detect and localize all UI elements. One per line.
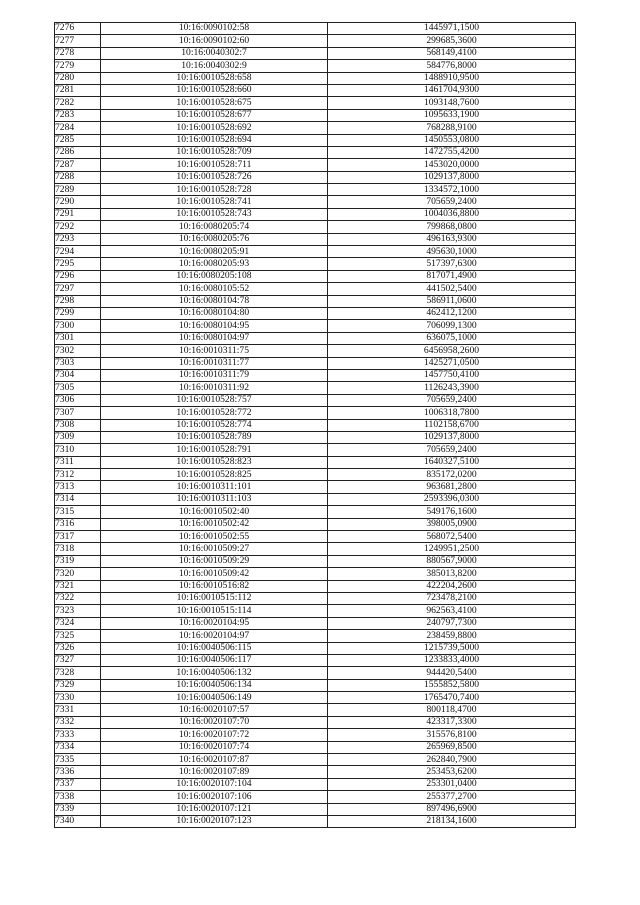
value-cell: 240797,7300	[328, 617, 576, 629]
value-cell: 706099,1300	[328, 320, 576, 332]
row-number-cell: 7322	[55, 592, 101, 604]
table-row	[55, 97, 576, 109]
table-row	[55, 617, 576, 629]
value-cell: 817071,4900	[328, 270, 576, 282]
cadastral-number-cell: 10:16:0010528:726	[101, 171, 328, 183]
row-number-cell: 7333	[55, 729, 101, 741]
table-row	[55, 816, 576, 828]
row-number-cell: 7310	[55, 444, 101, 456]
table-row	[55, 134, 576, 146]
table-row	[55, 741, 576, 753]
row-number-cell: 7321	[55, 580, 101, 592]
value-cell: 1029137,8000	[328, 171, 576, 183]
table-row	[55, 704, 576, 716]
value-cell: 218134,1600	[328, 816, 576, 828]
table-row	[55, 208, 576, 220]
row-number-cell: 7298	[55, 295, 101, 307]
cadastral-number-cell: 10:16:0020107:89	[101, 766, 328, 778]
cadastral-number-cell: 10:16:0040302:9	[101, 60, 328, 72]
value-cell: 1425271,0500	[328, 357, 576, 369]
value-cell: 799868,0800	[328, 221, 576, 233]
cadastral-number-cell: 10:16:0010528:825	[101, 469, 328, 481]
cadastral-number-cell: 10:16:0080205:91	[101, 246, 328, 258]
value-cell: 586911,0600	[328, 295, 576, 307]
table-row	[55, 295, 576, 307]
value-cell: 962563,4100	[328, 605, 576, 617]
table-row	[55, 729, 576, 741]
row-number-cell: 7287	[55, 159, 101, 171]
cadastral-number-cell: 10:16:0010516:82	[101, 580, 328, 592]
cadastral-number-cell: 10:16:0040506:132	[101, 667, 328, 679]
row-number-cell: 7319	[55, 555, 101, 567]
row-number-cell: 7339	[55, 803, 101, 815]
value-cell: 1093148,7600	[328, 97, 576, 109]
row-number-cell: 7285	[55, 134, 101, 146]
row-number-cell: 7312	[55, 469, 101, 481]
value-cell: 1006318,7800	[328, 407, 576, 419]
cadastral-number-cell: 10:16:0010502:40	[101, 506, 328, 518]
cadastral-number-cell: 10:16:0010311:79	[101, 369, 328, 381]
value-cell: 441502,5400	[328, 283, 576, 295]
cadastral-number-cell: 10:16:0010528:791	[101, 444, 328, 456]
table-row	[55, 419, 576, 431]
row-number-cell: 7326	[55, 642, 101, 654]
cadastral-number-cell: 10:16:0020107:57	[101, 704, 328, 716]
table-row	[55, 258, 576, 270]
table-row	[55, 692, 576, 704]
cadastral-number-cell: 10:16:0010311:75	[101, 345, 328, 357]
cadastral-number-cell: 10:16:0020104:97	[101, 630, 328, 642]
cadastral-number-cell: 10:16:0010515:114	[101, 605, 328, 617]
value-cell: 800118,4700	[328, 704, 576, 716]
cadastral-number-cell: 10:16:0010515:112	[101, 592, 328, 604]
cadastral-number-cell: 10:16:0010311:101	[101, 481, 328, 493]
cadastral-number-cell: 10:16:0010528:677	[101, 109, 328, 121]
cadastral-number-cell: 10:16:0010528:772	[101, 407, 328, 419]
table-row	[55, 481, 576, 493]
cadastral-number-cell: 10:16:0010528:692	[101, 122, 328, 134]
cadastral-number-cell: 10:16:0040506:149	[101, 692, 328, 704]
row-number-cell: 7303	[55, 357, 101, 369]
value-cell: 705659,2400	[328, 394, 576, 406]
row-number-cell: 7329	[55, 679, 101, 691]
cadastral-number-cell: 10:16:0010528:711	[101, 159, 328, 171]
row-number-cell: 7309	[55, 431, 101, 443]
value-cell: 1004036,8800	[328, 208, 576, 220]
cadastral-number-cell: 10:16:0010528:823	[101, 456, 328, 468]
row-number-cell: 7297	[55, 283, 101, 295]
value-cell: 255377,2700	[328, 791, 576, 803]
cadastral-number-cell: 10:16:0010502:55	[101, 531, 328, 543]
row-number-cell: 7328	[55, 667, 101, 679]
cadastral-number-cell: 10:16:0080104:80	[101, 307, 328, 319]
table-row	[55, 221, 576, 233]
row-number-cell: 7337	[55, 778, 101, 790]
cadastral-number-cell: 10:16:0080205:76	[101, 233, 328, 245]
value-cell: 238459,8800	[328, 630, 576, 642]
cadastral-number-cell: 10:16:0090102:60	[101, 35, 328, 47]
value-cell: 584776,8000	[328, 60, 576, 72]
value-cell: 636075,1000	[328, 332, 576, 344]
value-cell: 1640327,5100	[328, 456, 576, 468]
row-number-cell: 7315	[55, 506, 101, 518]
table-row	[55, 233, 576, 245]
table-row	[55, 667, 576, 679]
value-cell: 944420,5400	[328, 667, 576, 679]
value-cell: 549176,1600	[328, 506, 576, 518]
table-row	[55, 568, 576, 580]
row-number-cell: 7311	[55, 456, 101, 468]
row-number-cell: 7336	[55, 766, 101, 778]
value-cell: 495630,1000	[328, 246, 576, 258]
cadastral-number-cell: 10:16:0010311:77	[101, 357, 328, 369]
row-number-cell: 7316	[55, 518, 101, 530]
value-cell: 835172,0200	[328, 469, 576, 481]
row-number-cell: 7325	[55, 630, 101, 642]
cadastral-number-cell: 10:16:0010528:709	[101, 146, 328, 158]
row-number-cell: 7292	[55, 221, 101, 233]
cadastral-number-cell: 10:16:0010528:728	[101, 184, 328, 196]
table-row	[55, 345, 576, 357]
table-row	[55, 592, 576, 604]
row-number-cell: 7317	[55, 531, 101, 543]
table-row	[55, 506, 576, 518]
cadastral-number-cell: 10:16:0080105:52	[101, 283, 328, 295]
row-number-cell: 7277	[55, 35, 101, 47]
table-row	[55, 394, 576, 406]
cadastral-number-cell: 10:16:0020107:72	[101, 729, 328, 741]
cadastral-number-cell: 10:16:0010528:757	[101, 394, 328, 406]
cadastral-number-cell: 10:16:0020107:121	[101, 803, 328, 815]
row-number-cell: 7288	[55, 171, 101, 183]
value-cell: 1765470,7400	[328, 692, 576, 704]
cadastral-value-table	[54, 22, 576, 828]
value-cell: 768288,9100	[328, 122, 576, 134]
table-row	[55, 283, 576, 295]
cadastral-number-cell: 10:16:0010311:92	[101, 382, 328, 394]
value-cell: 1457750,4100	[328, 369, 576, 381]
row-number-cell: 7335	[55, 754, 101, 766]
table-row	[55, 369, 576, 381]
table-row	[55, 791, 576, 803]
table-body	[55, 23, 576, 828]
row-number-cell: 7282	[55, 97, 101, 109]
value-cell: 568072,5400	[328, 531, 576, 543]
value-cell: 1461704,9300	[328, 84, 576, 96]
table-row	[55, 531, 576, 543]
row-number-cell: 7314	[55, 493, 101, 505]
row-number-cell: 7278	[55, 47, 101, 59]
cadastral-number-cell: 10:16:0040506:134	[101, 679, 328, 691]
row-number-cell: 7279	[55, 60, 101, 72]
table-row	[55, 431, 576, 443]
table-row	[55, 307, 576, 319]
table-row	[55, 159, 576, 171]
cadastral-number-cell: 10:16:0020107:123	[101, 816, 328, 828]
row-number-cell: 7331	[55, 704, 101, 716]
table-row	[55, 146, 576, 158]
cadastral-number-cell: 10:16:0010528:789	[101, 431, 328, 443]
cadastral-number-cell: 10:16:0040506:115	[101, 642, 328, 654]
row-number-cell: 7323	[55, 605, 101, 617]
table-row	[55, 766, 576, 778]
value-cell: 398005,0900	[328, 518, 576, 530]
cadastral-number-cell: 10:16:0040302:7	[101, 47, 328, 59]
row-number-cell: 7307	[55, 407, 101, 419]
table-row	[55, 803, 576, 815]
cadastral-number-cell: 10:16:0010528:741	[101, 196, 328, 208]
row-number-cell: 7306	[55, 394, 101, 406]
value-cell: 1215739,5000	[328, 642, 576, 654]
value-cell: 705659,2400	[328, 196, 576, 208]
value-cell: 1029137,8000	[328, 431, 576, 443]
table-row	[55, 109, 576, 121]
table-row	[55, 754, 576, 766]
table-row	[55, 320, 576, 332]
value-cell: 963681,2800	[328, 481, 576, 493]
row-number-cell: 7324	[55, 617, 101, 629]
table-row	[55, 196, 576, 208]
value-cell: 299685,3600	[328, 35, 576, 47]
value-cell: 723478,2100	[328, 592, 576, 604]
value-cell: 385013,8200	[328, 568, 576, 580]
table-row	[55, 518, 576, 530]
table-row	[55, 580, 576, 592]
cadastral-number-cell: 10:16:0010528:658	[101, 72, 328, 84]
value-cell: 1472755,4200	[328, 146, 576, 158]
value-cell: 496163,9300	[328, 233, 576, 245]
value-cell: 517397,6300	[328, 258, 576, 270]
table-row	[55, 270, 576, 282]
table-row	[55, 630, 576, 642]
table-row	[55, 679, 576, 691]
value-cell: 253301,0400	[328, 778, 576, 790]
table-row	[55, 654, 576, 666]
row-number-cell: 7304	[55, 369, 101, 381]
value-cell: 1126243,3900	[328, 382, 576, 394]
row-number-cell: 7291	[55, 208, 101, 220]
value-cell: 6456958,2600	[328, 345, 576, 357]
row-number-cell: 7300	[55, 320, 101, 332]
cadastral-number-cell: 10:16:0010528:660	[101, 84, 328, 96]
table-row	[55, 555, 576, 567]
value-cell: 1233833,4000	[328, 654, 576, 666]
cadastral-number-cell: 10:16:0080104:78	[101, 295, 328, 307]
row-number-cell: 7276	[55, 23, 101, 35]
table-row	[55, 493, 576, 505]
cadastral-number-cell: 10:16:0010528:675	[101, 97, 328, 109]
value-cell: 253453,6200	[328, 766, 576, 778]
row-number-cell: 7296	[55, 270, 101, 282]
cadastral-number-cell: 10:16:0020107:74	[101, 741, 328, 753]
value-cell: 462412,1200	[328, 307, 576, 319]
value-cell: 422204,2600	[328, 580, 576, 592]
value-cell: 1445971,1500	[328, 23, 576, 35]
cadastral-number-cell: 10:16:0020107:70	[101, 716, 328, 728]
row-number-cell: 7283	[55, 109, 101, 121]
table-row	[55, 605, 576, 617]
row-number-cell: 7299	[55, 307, 101, 319]
row-number-cell: 7286	[55, 146, 101, 158]
table-row	[55, 246, 576, 258]
value-cell: 315576,8100	[328, 729, 576, 741]
value-cell: 705659,2400	[328, 444, 576, 456]
value-cell: 1453020,0000	[328, 159, 576, 171]
value-cell: 897496,6900	[328, 803, 576, 815]
cadastral-number-cell: 10:16:0080205:74	[101, 221, 328, 233]
row-number-cell: 7293	[55, 233, 101, 245]
row-number-cell: 7330	[55, 692, 101, 704]
value-cell: 880567,9000	[328, 555, 576, 567]
row-number-cell: 7320	[55, 568, 101, 580]
row-number-cell: 7295	[55, 258, 101, 270]
table-row	[55, 35, 576, 47]
row-number-cell: 7301	[55, 332, 101, 344]
value-cell: 1334572,1000	[328, 184, 576, 196]
table-row	[55, 456, 576, 468]
table-row	[55, 716, 576, 728]
table-row	[55, 332, 576, 344]
cadastral-number-cell: 10:16:0010528:694	[101, 134, 328, 146]
table-row	[55, 122, 576, 134]
table-row	[55, 60, 576, 72]
cadastral-number-cell: 10:16:0010502:42	[101, 518, 328, 530]
table-row	[55, 382, 576, 394]
value-cell: 1488910,9500	[328, 72, 576, 84]
cadastral-number-cell: 10:16:0010509:42	[101, 568, 328, 580]
cadastral-number-cell: 10:16:0090102:58	[101, 23, 328, 35]
table-row	[55, 184, 576, 196]
cadastral-number-cell: 10:16:0010528:774	[101, 419, 328, 431]
table-row	[55, 84, 576, 96]
table-row	[55, 444, 576, 456]
cadastral-number-cell: 10:16:0010509:27	[101, 543, 328, 555]
row-number-cell: 7327	[55, 654, 101, 666]
value-cell: 265969,8500	[328, 741, 576, 753]
table-row	[55, 72, 576, 84]
table-row	[55, 357, 576, 369]
cadastral-number-cell: 10:16:0020107:87	[101, 754, 328, 766]
cadastral-number-cell: 10:16:0010311:103	[101, 493, 328, 505]
row-number-cell: 7305	[55, 382, 101, 394]
value-cell: 1450553,0800	[328, 134, 576, 146]
row-number-cell: 7334	[55, 741, 101, 753]
row-number-cell: 7332	[55, 716, 101, 728]
cadastral-number-cell: 10:16:0020107:106	[101, 791, 328, 803]
row-number-cell: 7340	[55, 816, 101, 828]
cadastral-number-cell: 10:16:0080205:108	[101, 270, 328, 282]
value-cell: 262840,7900	[328, 754, 576, 766]
table-row	[55, 171, 576, 183]
cadastral-number-cell: 10:16:0080104:97	[101, 332, 328, 344]
row-number-cell: 7308	[55, 419, 101, 431]
row-number-cell: 7318	[55, 543, 101, 555]
value-cell: 423317,3300	[328, 716, 576, 728]
value-cell: 1249951,2500	[328, 543, 576, 555]
value-cell: 1555852,5800	[328, 679, 576, 691]
row-number-cell: 7302	[55, 345, 101, 357]
row-number-cell: 7338	[55, 791, 101, 803]
table-row	[55, 469, 576, 481]
row-number-cell: 7290	[55, 196, 101, 208]
row-number-cell: 7289	[55, 184, 101, 196]
table-row	[55, 642, 576, 654]
row-number-cell: 7294	[55, 246, 101, 258]
value-cell: 1102158,6700	[328, 419, 576, 431]
cadastral-number-cell: 10:16:0080205:93	[101, 258, 328, 270]
row-number-cell: 7281	[55, 84, 101, 96]
cadastral-number-cell: 10:16:0010528:743	[101, 208, 328, 220]
table-row	[55, 23, 576, 35]
value-cell: 1095633,1900	[328, 109, 576, 121]
row-number-cell: 7280	[55, 72, 101, 84]
table-row	[55, 407, 576, 419]
row-number-cell: 7284	[55, 122, 101, 134]
cadastral-number-cell: 10:16:0080104:95	[101, 320, 328, 332]
cadastral-number-cell: 10:16:0020107:104	[101, 778, 328, 790]
cadastral-number-cell: 10:16:0040506:117	[101, 654, 328, 666]
value-cell: 2593396,0300	[328, 493, 576, 505]
row-number-cell: 7313	[55, 481, 101, 493]
table-row	[55, 543, 576, 555]
cadastral-number-cell: 10:16:0010509:29	[101, 555, 328, 567]
cadastral-number-cell: 10:16:0020104:95	[101, 617, 328, 629]
value-cell: 568149,4100	[328, 47, 576, 59]
table-row	[55, 778, 576, 790]
table-row	[55, 47, 576, 59]
